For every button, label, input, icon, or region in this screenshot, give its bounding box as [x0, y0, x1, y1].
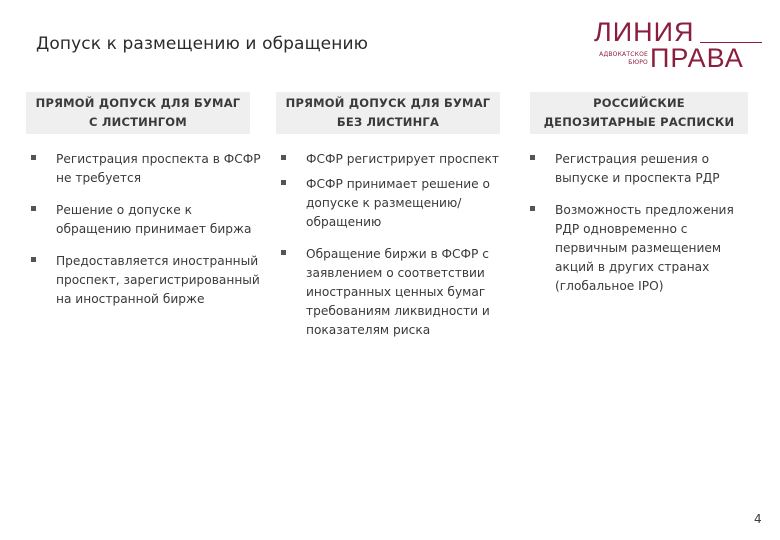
bullet-icon	[31, 206, 36, 211]
list-item-text: Обращение биржи в ФСФР с заявлением о соответствии иностранных ценных бумаг требованиям ликвидности и показателям риска	[306, 247, 490, 337]
list-item-text: ФСФР регистрирует проспект	[306, 152, 499, 166]
list-item	[281, 150, 501, 169]
bullet-icon	[31, 155, 36, 160]
column-header-line: ПРЯМОЙ ДОПУСК ДЛЯ БУМАГ	[35, 96, 241, 110]
list-item-text: Регистрация проспекта в ФСФР не требуется	[56, 152, 261, 185]
column-header-rdr	[530, 92, 748, 134]
list-item-text: ФСФР принимает решение о допуске к размещению/обращению	[306, 177, 490, 229]
list-item	[530, 201, 735, 296]
bullet-icon	[530, 206, 535, 211]
page-title: Допуск к размещению и обращению	[36, 34, 369, 54]
bullet-icon	[31, 257, 36, 262]
list-item-text: Возможность предложения РДР одновременно с первичным размещением акций в других странах (глобальное IPO)	[555, 203, 734, 293]
logo-top-text: ЛИНИЯ	[594, 17, 695, 47]
column-header-line: ПРЯМОЙ ДОПУСК ДЛЯ БУМАГ	[285, 96, 491, 110]
column-header-no-listing	[276, 92, 500, 134]
list-item-text: Регистрация решения о выпуске и проспекта РДР	[555, 152, 720, 185]
column-header-line: С ЛИСТИНГОМ	[89, 115, 187, 129]
column-header-line: РОССИЙСКИЕ	[593, 96, 685, 110]
list-item	[281, 245, 501, 340]
list-item	[530, 150, 735, 188]
bullet-icon	[281, 180, 286, 185]
column-list-listing	[31, 150, 261, 322]
list-item	[31, 252, 261, 309]
bullet-icon	[281, 155, 286, 160]
list-item-text: Предоставляется иностранный проспект, зарегистрированный на иностранной бирже	[56, 254, 260, 306]
logo-bottom-text: ПРАВА	[650, 43, 744, 73]
column-list-rdr	[530, 150, 735, 309]
list-item-text: Решение о допуске к обращению принимает биржа	[56, 203, 252, 236]
logo	[590, 18, 765, 76]
column-header-listing	[26, 92, 250, 134]
list-item	[31, 150, 261, 188]
page-number: 4	[754, 512, 762, 526]
column-header-line: ДЕПОЗИТАРНЫЕ РАСПИСКИ	[543, 115, 735, 129]
list-item	[281, 175, 501, 232]
column-header-line: БЕЗ ЛИСТИНГА	[336, 115, 440, 129]
list-item	[31, 201, 261, 239]
logo-subtitle: АДВОКАТСКОЕ БЮРО	[599, 51, 648, 66]
bullet-icon	[281, 250, 286, 255]
column-list-no-listing	[281, 150, 501, 353]
bullet-icon	[530, 155, 535, 160]
